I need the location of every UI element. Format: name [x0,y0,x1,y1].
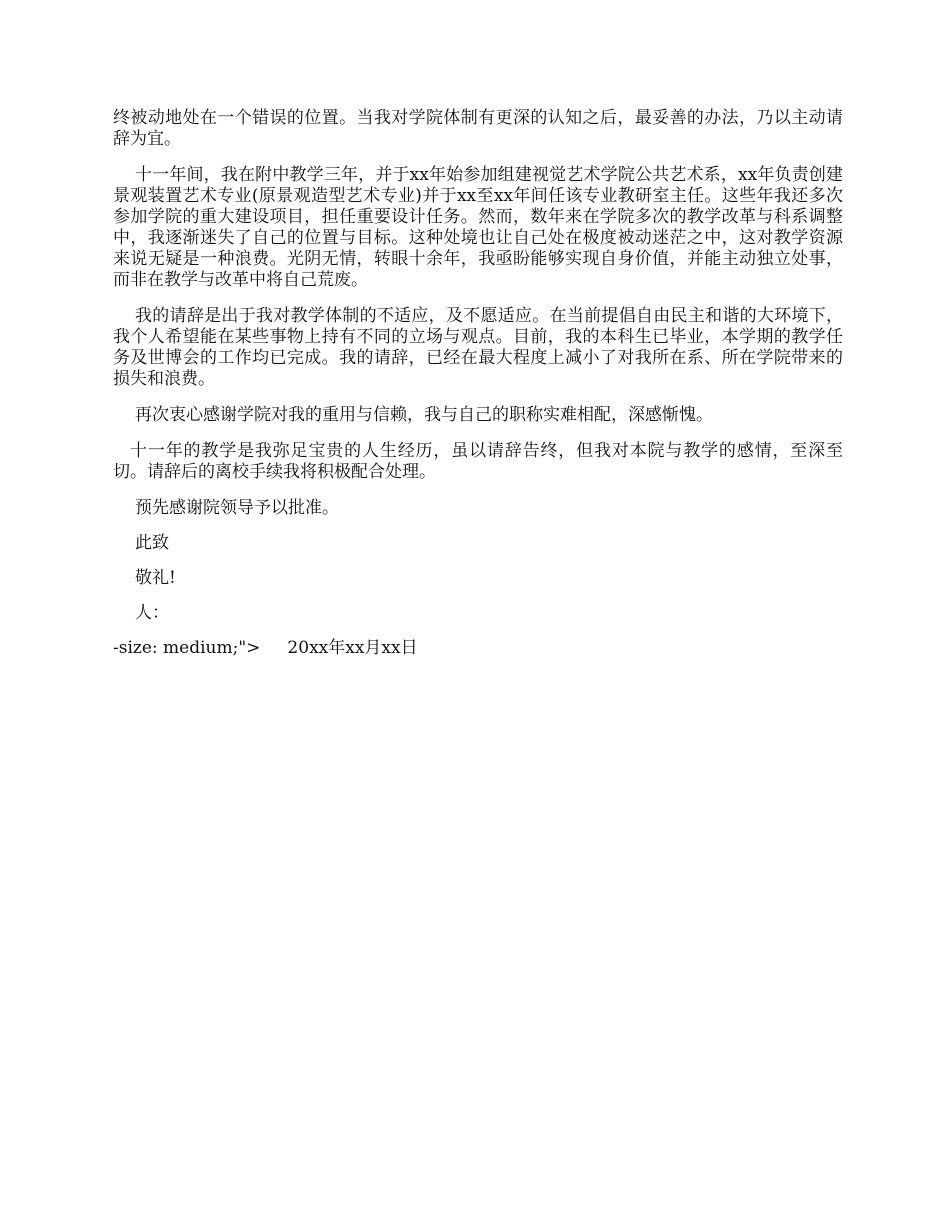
closing-salutation-2: 敬礼! [135,568,176,588]
date-line: -size: medium;"> 20xx年xx月xx日 [113,638,418,658]
closing-salutation-1: 此致 [135,533,169,553]
paragraph-career-history: 十一年间，我在附中教学三年，并于xx年始参加组建视觉艺术学院公共艺术系，xx年负责创建景观装置艺术专业(原景观造型艺术专业)并于xx至xx年间任该专业教研室主任。这些年我还多次参加学院的重大建设项目，担任重要设计任务。然而，数年来在学院多次的教学改革与科系调整中，我逐渐迷失了自己的位置与目标。这种处境也让自己处在极度被动迷茫之中，这对教学资源来说无疑是一种浪费。光阴无情，转眼十余年，我亟盼能够实现自身价值，并能主动独立处事，而非在教学与改革中将自己荒废。 [113,165,843,290]
paragraph-reflection: 十一年的教学是我弥足宝贵的人生经历，虽以请辞告终，但我对本院与教学的感情，至深至切。请辞后的离校手续我将积极配合处理。 [113,441,843,482]
signer-line: 人： [135,603,169,623]
paragraph-gratitude: 再次衷心感谢学院对我的重用与信赖，我与自己的职称实难相配，深感惭愧。 [135,405,713,425]
paragraph-reason: 我的请辞是出于我对教学体制的不适应，及不愿适应。在当前提倡自由民主和谐的大环境下，我个人希望能在某些事物上持有不同的立场与观点。目前，我的本科生已毕业，本学期的教学任务及世博会的工作均已完成。我的请辞，已经在最大程度上减小了对我所在系、所在学院带来的损失和浪费。 [113,306,843,389]
closing-thanks: 预先感谢院领导予以批准。 [135,498,339,518]
paragraph-intro-continuation: 终被动地处在一个错误的位置。当我对学院体制有更深的认知之后，最妥善的办法，乃以主动请辞为宜。 [113,108,843,149]
resignation-letter-body [113,108,843,659]
